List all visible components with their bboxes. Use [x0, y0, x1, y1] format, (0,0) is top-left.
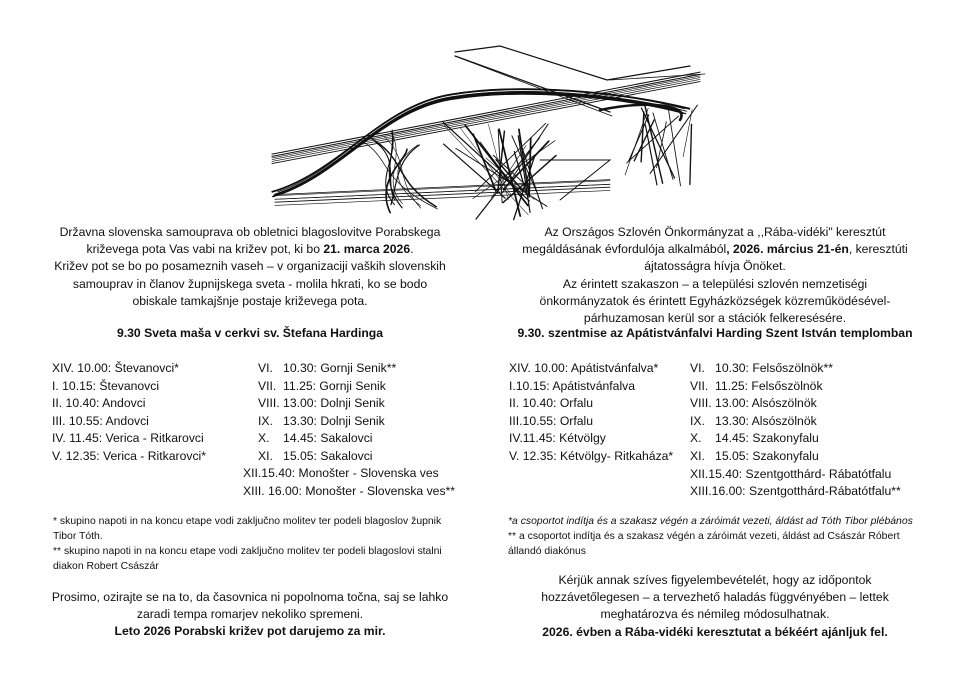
footnote: Tibor Tóth. [53, 531, 103, 542]
station-item: IX. 13.30: Alsószölnök [690, 413, 817, 428]
intro-line: Az érintett szakaszon – a települési szlovén nemzetiségi [562, 276, 868, 291]
closing-line: Prosimo, ozirajte se na to, da časovnica ni popolnoma točna, saj se lahko [51, 590, 449, 604]
footnote: ** a csoportot indítja és a szakasz végén a záróimát vezeti, áldást ad Császár Róbert [508, 531, 900, 542]
right-notes [508, 514, 913, 559]
station-item: VI. 10.30: Gornji Senik** [258, 361, 397, 375]
footnote: *a csoportot indítja és a szakasz végén a záróimát vezeti, áldást ad Tóth Tibor plébános [508, 516, 913, 527]
station-item: X. 14.45: Sakalovci [258, 431, 373, 446]
station-item: V. 12.35: Kétvölgy- Ritkaháza* [509, 448, 674, 463]
footnote: * skupino napoti in na koncu etape vodi zaključno molitev ter podeli blagoslov župnik [53, 516, 442, 527]
station-item: IV. 11.45: Verica - Ritkarovci [52, 431, 204, 446]
station-item: V. 12.35: Verica - Ritkarovci* [52, 448, 206, 463]
closing-line: zaradi tempa romarjev nekoliko spremeni. [136, 607, 364, 622]
intro-line: samouprav in članov župnijskega sveta - molila hkrati, ko se bodo [72, 276, 428, 291]
station-item: II. 10.40: Orfalu [509, 396, 594, 411]
station-item: XIII.16.00: Szentgotthárd-Rábatótfalu** [690, 484, 901, 499]
station-item: II. 10.40: Andovci [52, 396, 146, 411]
station-item: I. 10.15: Števanovci [52, 378, 160, 393]
date-highlight: 21. marca 2026 [323, 242, 411, 257]
station-item: XI. 15.05: Sakalovci [258, 448, 373, 463]
station-item: I.10.15: Apátistvánfalva [509, 378, 636, 393]
left-closing [20, 589, 480, 641]
station-item: VI. 10.30: Felsőszölnök** [690, 361, 833, 375]
station-item: VII. 11.25: Gornji Senik [258, 378, 386, 393]
sketch-stroke [690, 124, 692, 184]
sketch-stroke [275, 180, 610, 195]
station-item: III.10.55: Orfalu [509, 413, 594, 428]
sketch-stroke [273, 94, 686, 196]
intro-line: párhuzamosan kerül sor a stációk felkeresésére. [583, 311, 847, 326]
sketch-stroke [473, 134, 496, 190]
intro-line [20, 241, 480, 258]
sketch-stroke [641, 112, 644, 162]
intro-text: , keresztúti [848, 242, 908, 257]
intro-line: obiskale tamkajšnje postaje križevega pota. [132, 293, 368, 308]
sketch-stroke [272, 72, 700, 154]
intro-line: Državna slovenska samouprava ob obletnici blagoslovitve Porabskega [59, 225, 441, 239]
station-item: III. 10.55: Andovci [52, 413, 149, 428]
sketch-stroke [275, 89, 690, 191]
left-stations-col1 [52, 360, 206, 466]
left-intro [20, 224, 480, 310]
sketch-stroke [455, 46, 690, 80]
sketch-stroke [275, 184, 610, 199]
station-item: XIV. 10.00: Apátistvánfalva* [509, 361, 659, 375]
footnote: állandó diakónus [508, 546, 586, 557]
left-mass-heading: 9.30 Sveta maša v cerkvi sv. Štefana Hardinga [116, 326, 384, 340]
right-closing [485, 572, 945, 641]
intro-text: . [410, 242, 414, 257]
station-item: IX. 13.30: Dolnji Senik [258, 413, 385, 428]
intro-line: ájtatosságra hívja Önöket. [644, 259, 786, 274]
intro-line: önkormányzatok és érintett Egyházközségek közreműködésével- [539, 293, 891, 308]
intro-text: megáldásának évfordulója alkalmából [522, 242, 727, 257]
sketch-stroke [275, 181, 610, 196]
sketch-stroke [444, 125, 528, 215]
right-stations-col1 [509, 360, 673, 466]
right-mass-heading: 9.30. szentmise az Apátistvánfalvi Harding Szent István templomban [517, 326, 913, 340]
intro-line [485, 241, 945, 258]
sketch-stroke [625, 108, 648, 175]
sketch-stroke [272, 94, 685, 196]
date-highlight: , 2026. március 21-én [726, 242, 849, 257]
intro-line: Križev pot se bo po posameznih vaseh – v organizaciji vaških slovenskih [54, 259, 446, 274]
station-item: VIII. 13.00: Dolnji Senik [258, 396, 385, 411]
station-item: IV.11.45: Kétvölgy [509, 431, 606, 446]
station-item: VII. 11.25: Felsőszölnök [690, 378, 823, 393]
right-intro [485, 224, 945, 327]
closing-line: Kérjük annak szíves figyelembevételét, hogy az időpontok [558, 573, 872, 587]
station-item: XIV. 10.00: Števanovci* [52, 361, 179, 375]
station-item: XI. 15.05: Szakonyfalu [690, 448, 819, 463]
closing-line: hozzávetőlegesen – a tervezhető haladás függvényében – lettek [541, 590, 889, 605]
closing-line: meghatározva és némileg módosulhatnak. [600, 607, 830, 622]
right-stations-col2 [690, 360, 901, 501]
station-item: XII.15.40: Monošter - Slovenska ves [243, 466, 439, 480]
intro-line: Az Országos Szlovén Önkormányzat a ,,Rába-vidéki" keresztút [544, 225, 886, 239]
motto: Leto 2026 Porabski križev pot darujemo za mir. [114, 624, 386, 639]
station-item: X. 14.45: Szakonyfalu [690, 431, 819, 446]
motto: 2026. évben a Rába-vidéki keresztutat a békéért ajánljuk fel. [542, 624, 888, 639]
footnote: ** skupino napoti in na koncu etape vodi zaključno molitev ter podeli blagoslovi stalni [53, 546, 442, 557]
station-item: VIII. 13.00: Alsószölnök [690, 396, 817, 411]
footnote: diakon Robert Császár [53, 561, 159, 572]
intro-text: križevega pota Vas vabi na križev pot, ki bo [86, 242, 324, 257]
sketch-stroke [275, 190, 610, 205]
left-stations-col2 [258, 360, 396, 466]
left-stations-col3 [243, 465, 455, 500]
left-notes [53, 514, 442, 574]
station-item: XIII. 16.00: Monošter - Slovenska ves** [243, 483, 456, 498]
station-item: XII.15.40: Szentgotthárd- Rábatótfalu [690, 466, 892, 481]
